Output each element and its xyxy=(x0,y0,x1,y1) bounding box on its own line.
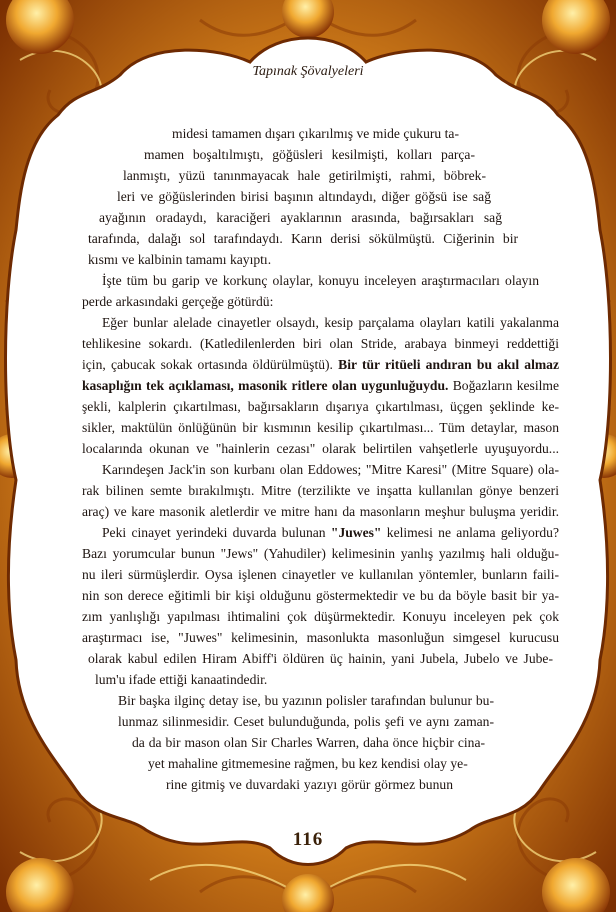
text-line: mamen boşaltılmıştı, göğüsleri kesilmişti, kolları parça- xyxy=(144,147,475,162)
text-line: Bir başka ilginç detay ise, bu yazının polisler tarafından bulunur bu- xyxy=(118,693,494,708)
text-line: da da bir mason olan Sir Charles Warren, daha önce hiçbir cina- xyxy=(132,735,485,750)
text-line: araç) ve kare masonik aletlerdir ve mitre hanı da masonların meşhur buluşma yeridir. xyxy=(82,504,559,519)
text-line: rak bilinen semte bırakılmıştı. Mitre (terzilikte ve inşatta kullanılan gönye benzeri xyxy=(82,483,559,498)
text-line: Peki cinayet yerindeki duvarda bulunan "Juwes" kelimesi ne anlama geliyordu? xyxy=(102,525,559,540)
text-line: rine gitmiş ve duvardaki yazıyı görür görmez bunun xyxy=(166,777,453,792)
text-line: nin son derece eğitimli bir kişi olduğunu göstermektedir ve bu da böyle basit bir ya- xyxy=(82,588,559,603)
text-line: tarafında, dalağı sol tarafındaydı. Karın derisi sökülmüştü. Ciğerinin bir xyxy=(88,231,518,246)
text-line: kasaplığın tek açıklaması, masonik ritlere olan uygunluğuydu. Boğazların kesilme xyxy=(82,378,559,393)
text-line: perde arkasındaki gerçeğe götürdü: xyxy=(82,294,274,309)
text-line: lum'u ifade ettiği kanaatindedir. xyxy=(95,672,268,687)
text-line: zım yanlışlığı yapılması ihtimalini çok düşürmektedir. Konuyu inceleyen pek çok xyxy=(82,609,559,624)
text-line: olarak kabul edilen Hiram Abiff'i öldüren üç hainin, yani Jubela, Jubelo ve Jube- xyxy=(88,651,553,666)
text-line: için, çabucak sokak ortasında öldürülmüştü). Bir tür ritüeli andıran bu akıl almaz xyxy=(82,357,559,372)
text-line: İşte tüm bu garip ve korkunç olaylar, konuyu inceleyen araştırmacıları olayın xyxy=(102,273,539,288)
text-line: ayağının oradaydı, karaciğeri ayaklarının arasında, bağırsakları sağ xyxy=(99,210,502,225)
text-line: localarında okunan ve "hainlerin cezası" olarak belirtilen vahşetlerle uyuşuyordu... xyxy=(82,441,559,456)
text-line: Eğer bunlar alelade cinayetler olsaydı, kesip parçalama olayları katili yakalanma xyxy=(102,315,559,330)
page-number: 116 xyxy=(292,829,324,850)
text-line: tehlikesine sokardı. (Katledilenlerden biri olan Stride, arabaya binmeyi reddettiği xyxy=(82,336,559,351)
text-line: nu ileri sürmüşlerdir. Oysa işlenen cinayetler ve kullanılan yöntemler, bunların faili- xyxy=(82,567,559,582)
text-line: araştırmacı ise, "Juwes" kelimesinin, masonlukta masonluğun simgesel kurucusu xyxy=(82,630,559,645)
text-line: şekli, kalplerin çıkartılması, bağırsakların dışarıya çıkartılması, üçgen şeklinde ke- xyxy=(82,399,559,414)
text-line: lunmaz silinmesidir. Ceset bulunduğunda, polis şefi ve aynı zaman- xyxy=(118,714,494,729)
text-line: yet mahaline gitmemesine rağmen, bu kez kendisi olay ye- xyxy=(148,756,468,771)
text-line: sikler, maktülün önlüğünün bir kısmının kesilip çıkartılması... Tüm detaylar, mason xyxy=(82,420,559,435)
text-line: kısmı ve kalbinin tamamı kayıptı. xyxy=(88,252,272,267)
text-line: lanmıştı, yüzü tanınmayacak hale getirilmişti, rahmi, böbrek- xyxy=(123,168,486,183)
text-line: Bazı yorumcular bunun "Jews" (Yahudiler) kelimesinin yanlış yazılmış hali olduğu- xyxy=(82,546,559,561)
running-header: Tapınak Şövalyeleri xyxy=(252,64,364,79)
text-line: leri ve göğüslerinden birisi başının altındaydı, diğer göğsü ise sağ xyxy=(117,189,491,204)
text-line: midesi tamamen dışarı çıkarılmış ve mide çukuru ta- xyxy=(172,126,459,141)
text-line: Karındeşen Jack'in son kurbanı olan Eddowes; "Mitre Karesi" (Mitre Square) ola- xyxy=(102,462,559,477)
